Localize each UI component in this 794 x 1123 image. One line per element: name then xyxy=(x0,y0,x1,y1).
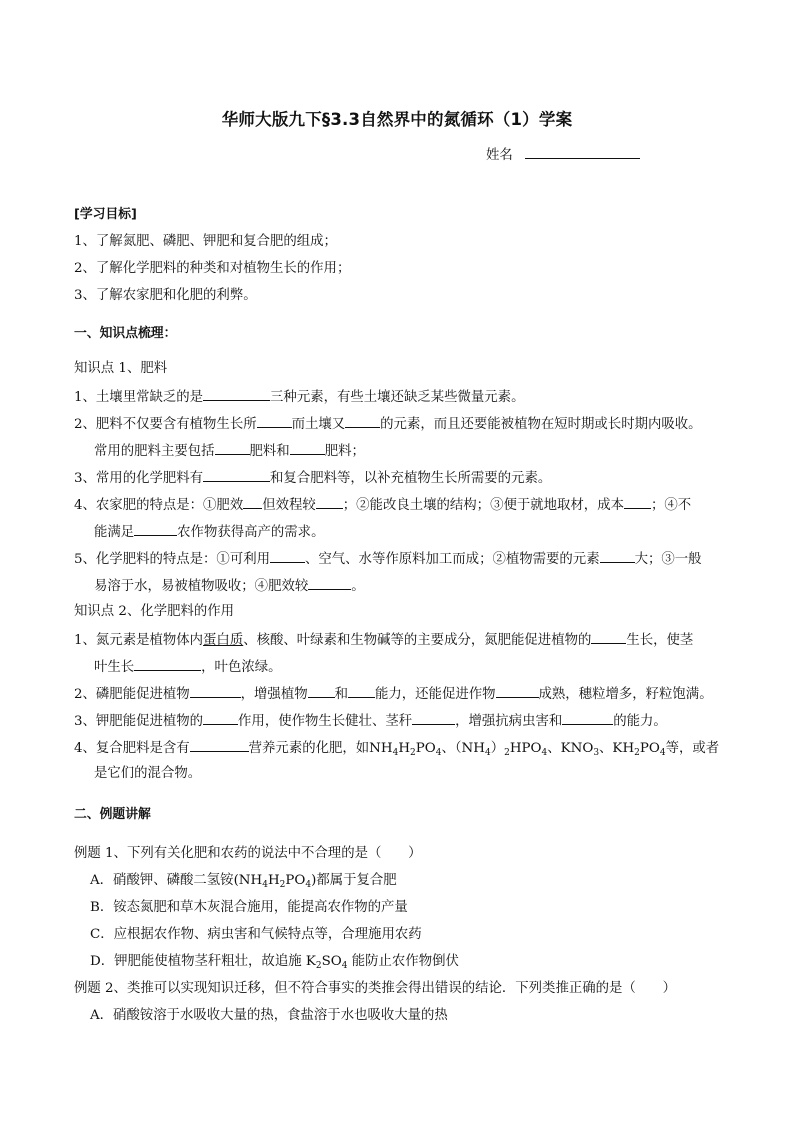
objective-item: 3、了解农家肥和化肥的利弊。 xyxy=(74,288,257,303)
name-field xyxy=(486,144,640,163)
fill-blank[interactable] xyxy=(190,684,241,698)
fill-blank[interactable] xyxy=(345,414,380,428)
kp1-heading: 知识点 1、肥料 xyxy=(74,361,168,376)
fill-blank[interactable] xyxy=(203,711,238,725)
fill-blank[interactable] xyxy=(134,522,177,536)
example-1-option-c: C．应根据农作物、病虫害和气候特点等，合理施用农药 xyxy=(90,927,422,942)
example-1-option-d: D．钾肥能使植物茎秆粗壮，故追施 $K_2SO_4$ 能防止农作物倒伏 xyxy=(90,954,459,971)
kp1-line-2: 2、肥料不仅要含有植物生长所 而土壤又 的元素，而且还要能被植物在短时期或长时期内吸收。 xyxy=(74,414,702,434)
fill-blank[interactable] xyxy=(203,468,270,482)
fill-blank[interactable] xyxy=(412,711,455,725)
fill-blank[interactable] xyxy=(591,630,626,644)
kp1-line-3: 3、常用的化学肥料有 和复合肥料等，以补充植物生长所需要的元素。 xyxy=(74,468,551,488)
kp2-line-4b: 是它们的混合物。 xyxy=(94,766,202,781)
fill-blank[interactable] xyxy=(562,711,613,725)
fill-blank[interactable] xyxy=(348,684,375,698)
section-heading: 二、例题讲解 xyxy=(74,807,151,822)
example-1-option-b: B．铵态氮肥和草木灰混合施用，能提高农作物的产量 xyxy=(90,900,408,915)
kp1-line-4b: 能满足 农作物获得高产的需求。 xyxy=(94,522,324,542)
fill-blank[interactable] xyxy=(134,657,201,671)
example-2-stem: 例题 2、类推可以实现知识迁移，但不符合事实的类推会得出错误的结论．下列类推正确的是（ ） xyxy=(74,981,676,996)
kp1-line-2b: 常用的肥料主要包括 肥料和 肥料； xyxy=(94,441,365,461)
kp1-line-4: 4、农家肥的特点是：①肥效 但效程较 ；②能改良土壤的结构；③便于就地取材，成本 ；④不 xyxy=(74,495,691,515)
fill-blank[interactable] xyxy=(257,414,292,428)
kp1-line-1: 1、土壤里常缺乏的是 三种元素，有些土壤还缺乏某些微量元素。 xyxy=(74,387,524,407)
fill-blank[interactable] xyxy=(316,495,343,509)
fill-blank[interactable] xyxy=(215,441,250,455)
kp2-heading: 知识点 2、化学肥料的作用 xyxy=(74,604,235,619)
objective-item: 1、了解氮肥、磷肥、钾肥和复合肥的组成； xyxy=(74,234,337,249)
example-2-option-a: A．硝酸铵溶于水吸收大量的热，食盐溶于水也吸收大量的热 xyxy=(90,1008,448,1023)
kp2-line-3: 3、钾肥能促进植物的 作用，使作物生长健壮、茎秆 ，增强抗病虫害和 的能力。 xyxy=(74,711,667,731)
fill-blank[interactable] xyxy=(600,549,635,563)
kp1-line-5: 5、化学肥料的特点是：①可利用 、空气、水等作原料加工而成；②植物需要的元素 大；③一般 xyxy=(74,549,702,569)
kp2-line-2: 2、磷肥能促进植物 ，增强植物 和 能力，还能促进作物 成熟，穗粒增多，籽粒饱满。 xyxy=(74,684,713,704)
kp2-line-4: 4、复合肥料是含有 营养元素的化肥，如$NH_4H_2PO_4$、$(NH_4)_2HPO_4$、$KNO_3$、$KH_2PO_4$等，或者 xyxy=(74,738,719,758)
example-1-stem: 例题 1、下列有关化肥和农药的说法中不合理的是（ ） xyxy=(74,846,422,861)
kp2-line-1: 1、氮元素是植物体内蛋白质、核酸、叶绿素和生物碱等的主要成分，氮肥能促进植物的 生长，使茎 xyxy=(74,630,693,650)
page-title: 华师大版九下§3.3自然界中的氮循环（1）学案 xyxy=(221,110,573,129)
section-heading: 一、知识点梳理： xyxy=(74,326,177,341)
fill-blank[interactable] xyxy=(243,495,262,509)
example-1-option-a: A．硝酸钾、磷酸二氢铵$(NH_4H_2PO_4)$都属于复合肥 xyxy=(90,873,397,890)
fill-blank[interactable] xyxy=(624,495,651,509)
fill-blank[interactable] xyxy=(290,441,325,455)
fill-blank[interactable] xyxy=(496,684,539,698)
objective-item: 2、了解化学肥料的种类和对植物生长的作用； xyxy=(74,261,351,276)
fill-blank[interactable] xyxy=(190,738,249,752)
fill-blank[interactable] xyxy=(308,576,351,590)
fill-blank[interactable] xyxy=(270,549,305,563)
fill-blank[interactable] xyxy=(308,684,335,698)
objectives-heading: [学习目标] xyxy=(74,207,137,222)
name-label: 姓名 xyxy=(486,148,513,163)
name-blank[interactable] xyxy=(525,145,640,159)
kp1-line-5b: 易溶于水，易被植物吸收；④肥效较 。 xyxy=(94,576,365,596)
fill-blank[interactable] xyxy=(203,387,270,401)
kp2-line-1b: 叶生长 ，叶色浓绿。 xyxy=(94,657,282,677)
